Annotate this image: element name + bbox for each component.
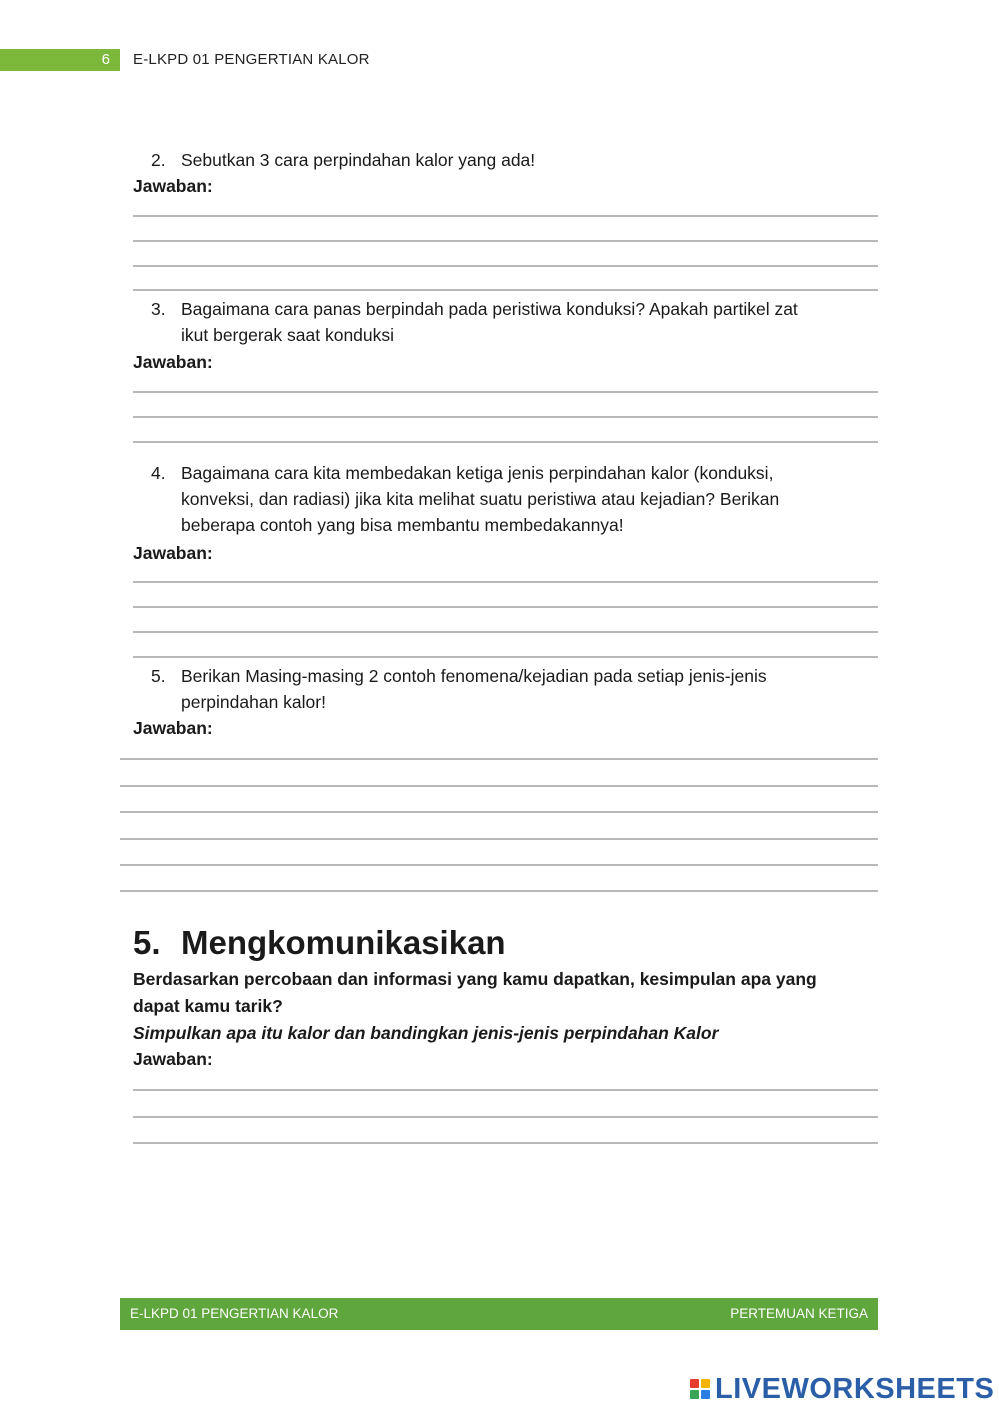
question-number: 4. bbox=[151, 463, 166, 483]
footer-left-text: E-LKPD 01 PENGERTIAN KALOR bbox=[130, 1306, 339, 1321]
question-text-line: beberapa contoh yang bisa membantu membedakannya! bbox=[181, 515, 624, 535]
answer-line[interactable] bbox=[133, 1142, 878, 1144]
answer-line[interactable] bbox=[120, 785, 878, 787]
answer-line[interactable] bbox=[120, 864, 878, 866]
answer-label: Jawaban: bbox=[133, 352, 213, 372]
section-number: 5. bbox=[133, 924, 161, 961]
answer-line[interactable] bbox=[120, 758, 878, 760]
answer-line[interactable] bbox=[133, 1089, 878, 1091]
answer-line[interactable] bbox=[133, 631, 878, 633]
section-instruction-line: dapat kamu tarik? bbox=[133, 996, 283, 1016]
liveworksheets-text: LIVEWORKSHEETS bbox=[715, 1372, 995, 1405]
question-text-line: perpindahan kalor! bbox=[181, 692, 326, 712]
question-text-line: konveksi, dan radiasi) jika kita melihat suatu peristiwa atau kejadian? Berikan bbox=[181, 489, 780, 509]
question-2 bbox=[133, 147, 878, 173]
page-number: 6 bbox=[101, 51, 110, 68]
answer-line[interactable] bbox=[133, 391, 878, 393]
answer-line[interactable] bbox=[133, 416, 878, 418]
answer-label: Jawaban: bbox=[133, 1049, 213, 1069]
answer-line[interactable] bbox=[133, 1116, 878, 1118]
question-text: Sebutkan 3 cara perpindahan kalor yang ada! bbox=[181, 150, 536, 170]
answer-label: Jawaban: bbox=[133, 176, 213, 196]
answer-line[interactable] bbox=[133, 656, 878, 658]
section-heading bbox=[133, 921, 506, 965]
question-text-line: Berikan Masing-masing 2 contoh fenomena/kejadian pada setiap jenis-jenis bbox=[181, 666, 767, 686]
answer-line[interactable] bbox=[133, 441, 878, 443]
answer-label: Jawaban: bbox=[133, 718, 213, 738]
answer-line[interactable] bbox=[133, 289, 878, 291]
question-number: 2. bbox=[151, 150, 166, 170]
question-text-line: ikut bergerak saat konduksi bbox=[181, 325, 395, 345]
liveworksheets-watermark bbox=[690, 1371, 994, 1407]
question-3 bbox=[133, 296, 878, 348]
footer-right-text: PERTEMUAN KETIGA bbox=[730, 1306, 868, 1321]
section-title: Mengkomunikasikan bbox=[181, 924, 506, 961]
answer-line[interactable] bbox=[133, 581, 878, 583]
question-5 bbox=[133, 663, 878, 715]
question-text-line: Bagaimana cara kita membedakan ketiga jenis perpindahan kalor (konduksi, bbox=[181, 463, 774, 483]
footer-bar bbox=[120, 1298, 878, 1330]
section-italic-prompt: Simpulkan apa itu kalor dan bandingkan jenis-jenis perpindahan Kalor bbox=[133, 1023, 719, 1043]
header-title: E-LKPD 01 PENGERTIAN KALOR bbox=[133, 51, 370, 68]
answer-line[interactable] bbox=[133, 215, 878, 217]
answer-label: Jawaban: bbox=[133, 543, 213, 563]
answer-line[interactable] bbox=[120, 838, 878, 840]
answer-line[interactable] bbox=[133, 265, 878, 267]
answer-line[interactable] bbox=[133, 240, 878, 242]
question-number: 5. bbox=[151, 666, 166, 686]
question-number: 3. bbox=[151, 299, 166, 319]
liveworksheets-logo-icon bbox=[690, 1379, 710, 1399]
answer-line[interactable] bbox=[120, 890, 878, 892]
answer-line[interactable] bbox=[120, 811, 878, 813]
question-4 bbox=[133, 460, 878, 538]
answer-line[interactable] bbox=[133, 606, 878, 608]
question-text-line: Bagaimana cara panas berpindah pada peristiwa konduksi? Apakah partikel zat bbox=[181, 299, 798, 319]
section-instruction bbox=[133, 966, 878, 1020]
section-instruction-line: Berdasarkan percobaan dan informasi yang kamu dapatkan, kesimpulan apa yang bbox=[133, 969, 817, 989]
